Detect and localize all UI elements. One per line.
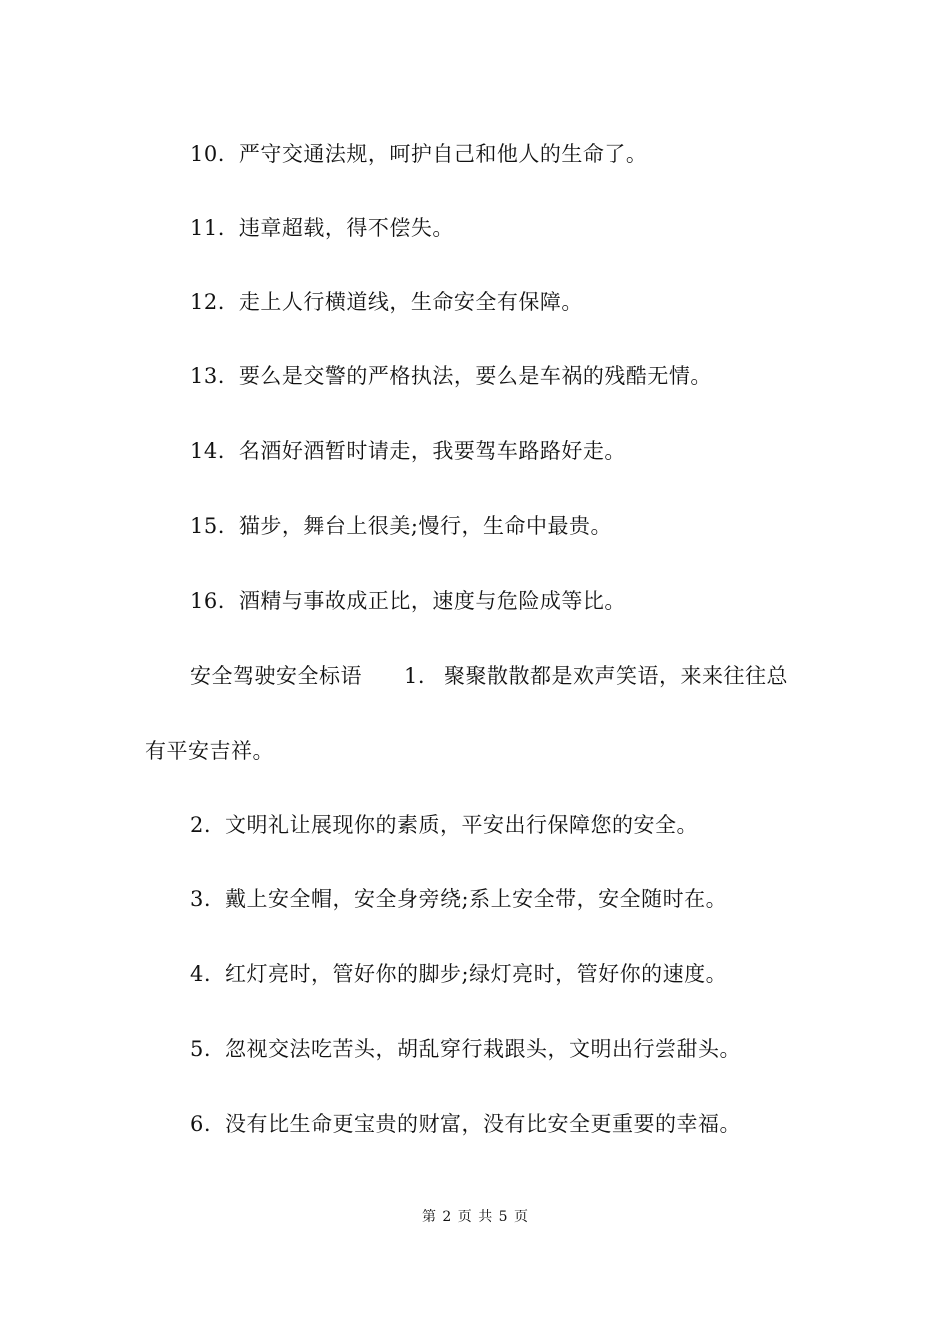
item-number: 16. bbox=[190, 589, 225, 613]
item-number: 1. bbox=[404, 664, 426, 688]
list-item bbox=[190, 587, 626, 615]
footer-total-word: 共 bbox=[478, 1209, 493, 1225]
footer-suffix: 页 bbox=[514, 1209, 529, 1225]
section-heading-line bbox=[190, 662, 788, 690]
item-number: 5. bbox=[190, 1037, 212, 1061]
list-item bbox=[190, 885, 727, 913]
list-item-continuation bbox=[145, 737, 274, 765]
item-text: 要么是交警的严格执法，要么是车祸的残酷无情。 bbox=[238, 364, 712, 388]
item-number: 4. bbox=[190, 962, 212, 986]
item-text: 文明礼让展现你的素质，平安出行保障您的安全。 bbox=[225, 813, 699, 837]
list-item bbox=[190, 437, 626, 465]
item-text: 忽视交法吃苦头，胡乱穿行栽跟头，文明出行尝甜头。 bbox=[225, 1037, 742, 1061]
item-number: 10. bbox=[190, 142, 225, 166]
item-number: 12. bbox=[190, 290, 225, 314]
list-item bbox=[190, 288, 583, 316]
item-number: 13. bbox=[190, 364, 225, 388]
footer-page-word: 页 bbox=[457, 1209, 472, 1225]
list-item bbox=[190, 214, 454, 242]
item-number: 6. bbox=[190, 1112, 212, 1136]
item-text: 违章超载，得不偿失。 bbox=[238, 216, 454, 240]
page-footer bbox=[0, 1208, 950, 1226]
footer-page-number: 2 bbox=[442, 1209, 452, 1225]
item-number: 14. bbox=[190, 439, 225, 463]
item-number: 15. bbox=[190, 514, 225, 538]
list-item bbox=[190, 362, 712, 390]
item-number: 11. bbox=[190, 216, 225, 240]
item-text: 有平安吉祥。 bbox=[145, 739, 274, 763]
list-item bbox=[190, 512, 612, 540]
item-text: 名酒好酒暂时请走，我要驾车路路好走。 bbox=[238, 439, 626, 463]
item-text: 走上人行横道线，生命安全有保障。 bbox=[238, 290, 583, 314]
item-text: 戴上安全帽，安全身旁绕;系上安全带，安全随时在。 bbox=[225, 887, 728, 911]
footer-total-pages: 5 bbox=[498, 1209, 508, 1225]
list-item bbox=[190, 1110, 741, 1138]
footer-prefix: 第 bbox=[421, 1209, 436, 1225]
item-text: 严守交通法规，呵护自己和他人的生命了。 bbox=[238, 142, 648, 166]
item-number: 3. bbox=[190, 887, 212, 911]
list-item bbox=[190, 140, 647, 168]
list-item bbox=[190, 1035, 741, 1063]
item-text: 猫步，舞台上很美;慢行，生命中最贵。 bbox=[238, 514, 612, 538]
section-heading: 安全驾驶安全标语 bbox=[190, 664, 362, 688]
item-text: 酒精与事故成正比，速度与危险成等比。 bbox=[238, 589, 626, 613]
item-text: 红灯亮时，管好你的脚步;绿灯亮时，管好你的速度。 bbox=[225, 962, 728, 986]
list-item bbox=[190, 960, 727, 988]
item-text: 聚聚散散都是欢声笑语，来来往往总 bbox=[444, 664, 788, 688]
item-text: 没有比生命更宝贵的财富，没有比安全更重要的幸福。 bbox=[225, 1112, 742, 1136]
item-number: 2. bbox=[190, 813, 212, 837]
list-item bbox=[190, 811, 698, 839]
